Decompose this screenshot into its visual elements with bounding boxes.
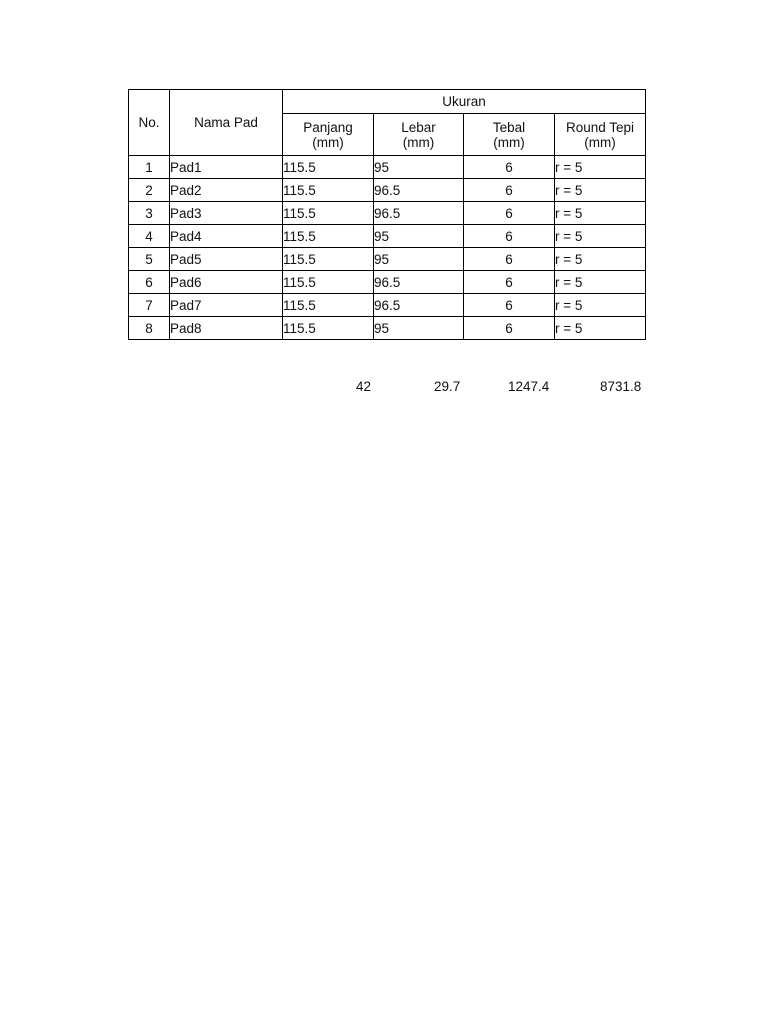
table-row xyxy=(129,248,646,271)
cell-tebal: 6 xyxy=(464,156,555,179)
total-value: 42 xyxy=(356,379,372,394)
header-tebal-label: Tebal xyxy=(492,119,526,135)
cell-panjang: 115.5 xyxy=(283,294,374,317)
cell-lebar: 95 xyxy=(374,156,464,179)
cell-nama-pad: Pad8 xyxy=(170,317,283,340)
header-tebal xyxy=(464,114,555,156)
cell-lebar: 96.5 xyxy=(374,202,464,225)
totals-row xyxy=(0,378,768,396)
cell-nama-pad: Pad5 xyxy=(170,248,283,271)
cell-no: 2 xyxy=(129,179,170,202)
cell-round-tepi: r = 5 xyxy=(555,294,646,317)
cell-round-tepi: r = 5 xyxy=(555,179,646,202)
table-row xyxy=(129,225,646,248)
table-row xyxy=(129,156,646,179)
header-no: No. xyxy=(129,90,170,156)
cell-no: 8 xyxy=(129,317,170,340)
cell-lebar: 95 xyxy=(374,248,464,271)
cell-round-tepi: r = 5 xyxy=(555,156,646,179)
cell-no: 1 xyxy=(129,156,170,179)
cell-lebar: 95 xyxy=(374,317,464,340)
header-lebar-label: Lebar xyxy=(401,119,436,135)
cell-no: 4 xyxy=(129,225,170,248)
header-round-tepi-label: Round Tepi xyxy=(565,119,635,135)
header-panjang-label: Panjang xyxy=(303,119,353,135)
header-round-tepi xyxy=(555,114,646,156)
cell-panjang: 115.5 xyxy=(283,271,374,294)
cell-round-tepi: r = 5 xyxy=(555,317,646,340)
cell-panjang: 115.5 xyxy=(283,248,374,271)
cell-lebar: 96.5 xyxy=(374,294,464,317)
cell-nama-pad: Pad7 xyxy=(170,294,283,317)
cell-nama-pad: Pad1 xyxy=(170,156,283,179)
cell-tebal: 6 xyxy=(464,271,555,294)
cell-round-tepi: r = 5 xyxy=(555,202,646,225)
cell-round-tepi: r = 5 xyxy=(555,248,646,271)
cell-no: 5 xyxy=(129,248,170,271)
cell-panjang: 115.5 xyxy=(283,202,374,225)
header-round-tepi-unit: (mm) xyxy=(584,134,616,150)
cell-tebal: 6 xyxy=(464,248,555,271)
cell-no: 7 xyxy=(129,294,170,317)
cell-tebal: 6 xyxy=(464,317,555,340)
cell-panjang: 115.5 xyxy=(283,225,374,248)
cell-lebar: 96.5 xyxy=(374,179,464,202)
cell-round-tepi: r = 5 xyxy=(555,225,646,248)
table-row xyxy=(129,294,646,317)
header-tebal-unit: (mm) xyxy=(493,134,525,150)
header-lebar-unit: (mm) xyxy=(402,134,435,150)
header-lebar xyxy=(374,114,464,156)
cell-nama-pad: Pad2 xyxy=(170,179,283,202)
cell-nama-pad: Pad6 xyxy=(170,271,283,294)
cell-nama-pad: Pad4 xyxy=(170,225,283,248)
cell-panjang: 115.5 xyxy=(283,179,374,202)
pad-size-table xyxy=(128,89,646,340)
total-value: 8731.8 xyxy=(600,379,642,394)
header-ukuran: Ukuran xyxy=(283,90,646,114)
cell-nama-pad: Pad3 xyxy=(170,202,283,225)
header-panjang-unit: (mm) xyxy=(312,134,344,150)
header-panjang xyxy=(283,114,374,156)
cell-lebar: 96.5 xyxy=(374,271,464,294)
cell-tebal: 6 xyxy=(464,294,555,317)
header-nama-pad: Nama Pad xyxy=(170,90,283,156)
total-value: 1247.4 xyxy=(508,379,550,394)
cell-panjang: 115.5 xyxy=(283,156,374,179)
table-row xyxy=(129,179,646,202)
cell-tebal: 6 xyxy=(464,225,555,248)
table-row xyxy=(129,202,646,225)
cell-no: 3 xyxy=(129,202,170,225)
cell-no: 6 xyxy=(129,271,170,294)
table-row xyxy=(129,317,646,340)
cell-round-tepi: r = 5 xyxy=(555,271,646,294)
cell-tebal: 6 xyxy=(464,202,555,225)
cell-tebal: 6 xyxy=(464,179,555,202)
table-row xyxy=(129,271,646,294)
total-value: 29.7 xyxy=(434,379,461,394)
cell-panjang: 115.5 xyxy=(283,317,374,340)
cell-lebar: 95 xyxy=(374,225,464,248)
